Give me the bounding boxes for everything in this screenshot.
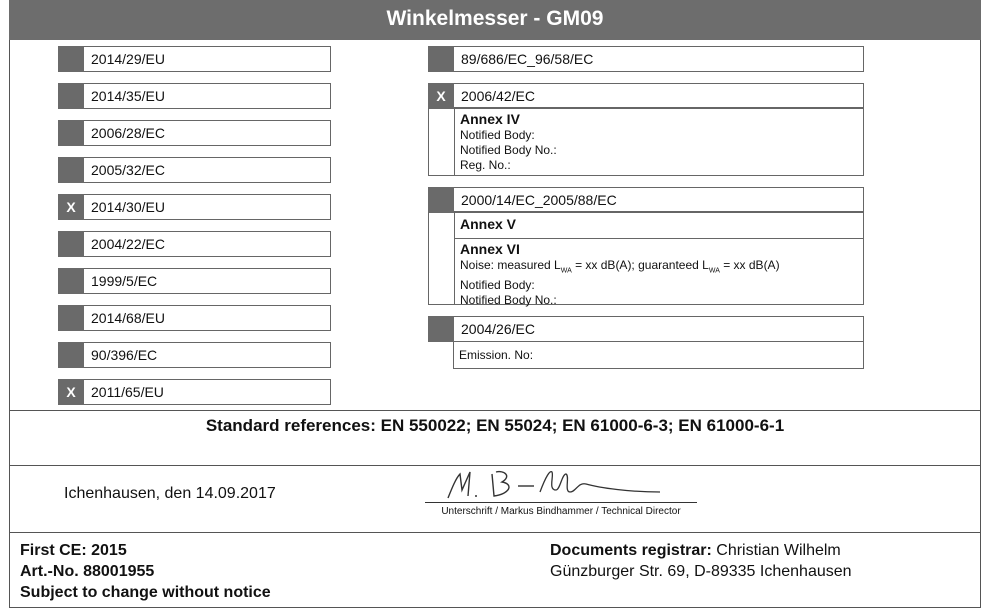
first-ce: First CE: 2015 — [20, 542, 127, 559]
divider — [9, 410, 981, 411]
annex-section — [454, 107, 864, 175]
directive-row — [58, 157, 331, 183]
directive-label: 2014/68/EU — [84, 305, 331, 331]
notified-body-label: Notified Body: — [460, 278, 535, 293]
directive-checkbox — [58, 305, 84, 331]
annex-box — [428, 212, 864, 308]
directive-checkbox — [58, 83, 84, 109]
directive-row — [58, 268, 331, 294]
directive-checkbox — [428, 316, 454, 342]
directive-checkbox: X — [428, 83, 454, 109]
notified-body-label: Notified Body: — [460, 128, 535, 142]
annex-title: Annex VI — [460, 241, 520, 257]
noise-line — [460, 258, 864, 278]
directive-label: 2005/32/EC — [84, 157, 331, 183]
directive-label: 2014/30/EU — [84, 194, 331, 220]
directive-label: 2006/28/EC — [84, 120, 331, 146]
directive-checkbox — [428, 187, 454, 213]
directive-label: 2004/26/EC — [454, 316, 864, 342]
noise-subscript: WA — [560, 267, 572, 275]
noise-subscript: WA — [708, 267, 720, 275]
signature-caption: Unterschrift / Markus Bindhammer / Technical Director — [441, 506, 681, 517]
directive-label: 2000/14/EC_2005/88/EC — [454, 187, 864, 213]
directive-row — [58, 305, 331, 331]
article-number: Art.-No. 88001955 — [20, 563, 155, 580]
directive-label: 2006/42/EC — [454, 83, 864, 109]
annex-title: Annex IV — [460, 111, 520, 127]
change-notice: Subject to change without notice — [20, 584, 271, 601]
directive-row — [58, 342, 331, 368]
directive-row — [58, 46, 331, 72]
place-date: Ichenhausen, den 14.09.2017 — [64, 485, 276, 502]
noise-text: = xx dB(A); guaranteed L — [571, 258, 709, 272]
directive-checkbox: X — [58, 194, 84, 220]
directive-checkbox — [58, 342, 84, 368]
page-title: Winkelmesser - GM09 — [9, 0, 981, 40]
directive-checkbox — [428, 46, 454, 72]
registrar-name: Christian Wilhelm — [711, 542, 841, 559]
directive-row — [428, 83, 864, 109]
noise-text: = xx dB(A) — [719, 258, 780, 272]
signature-image — [430, 466, 690, 506]
directive-row — [428, 316, 864, 342]
directive-checkbox — [58, 46, 84, 72]
noise-text: Noise: measured L — [460, 258, 561, 272]
registrar-line — [550, 540, 852, 561]
reg-no-label: Reg. No.: — [460, 158, 511, 172]
annex-section — [454, 211, 864, 238]
directive-label: 2004/22/EC — [84, 231, 331, 257]
directive-checkbox — [58, 268, 84, 294]
footer-right — [550, 540, 852, 582]
directive-checkbox — [58, 157, 84, 183]
notified-body-no-label: Notified Body No.: — [460, 143, 557, 157]
directive-label: 2014/29/EU — [84, 46, 331, 72]
directive-label: 89/686/EC_96/58/EC — [454, 46, 864, 72]
divider — [9, 532, 981, 533]
annex-section — [454, 238, 864, 308]
registrar-address: Günzburger Str. 69, D-89335 Ichenhausen — [550, 563, 852, 580]
directive-label: 90/396/EC — [84, 342, 331, 368]
directive-row — [428, 46, 864, 72]
directive-row — [58, 379, 331, 405]
registrar-label: Documents registrar: — [550, 542, 712, 559]
directive-checkbox — [58, 120, 84, 146]
directive-row — [58, 83, 331, 109]
footer-left — [20, 540, 271, 603]
directive-row — [58, 231, 331, 257]
directive-label: 1999/5/EC — [84, 268, 331, 294]
annex-box — [428, 108, 864, 176]
directive-row — [58, 194, 331, 220]
signature-line — [425, 502, 697, 503]
emission-label: Emission. No: — [459, 348, 534, 362]
directive-label: 2014/35/EU — [84, 83, 331, 109]
standard-references: Standard references: EN 550022; EN 55024; EN 61000-6-3; EN 61000-6-1 — [205, 416, 785, 435]
directive-checkbox — [58, 231, 84, 257]
directive-row — [428, 187, 864, 213]
annex-title: Annex V — [460, 216, 517, 232]
directive-checkbox: X — [58, 379, 84, 405]
directive-label: 2011/65/EU — [84, 379, 331, 405]
directive-row — [58, 120, 331, 146]
emission-box — [453, 342, 864, 369]
notified-body-no-label: Notified Body No.: — [460, 293, 557, 308]
